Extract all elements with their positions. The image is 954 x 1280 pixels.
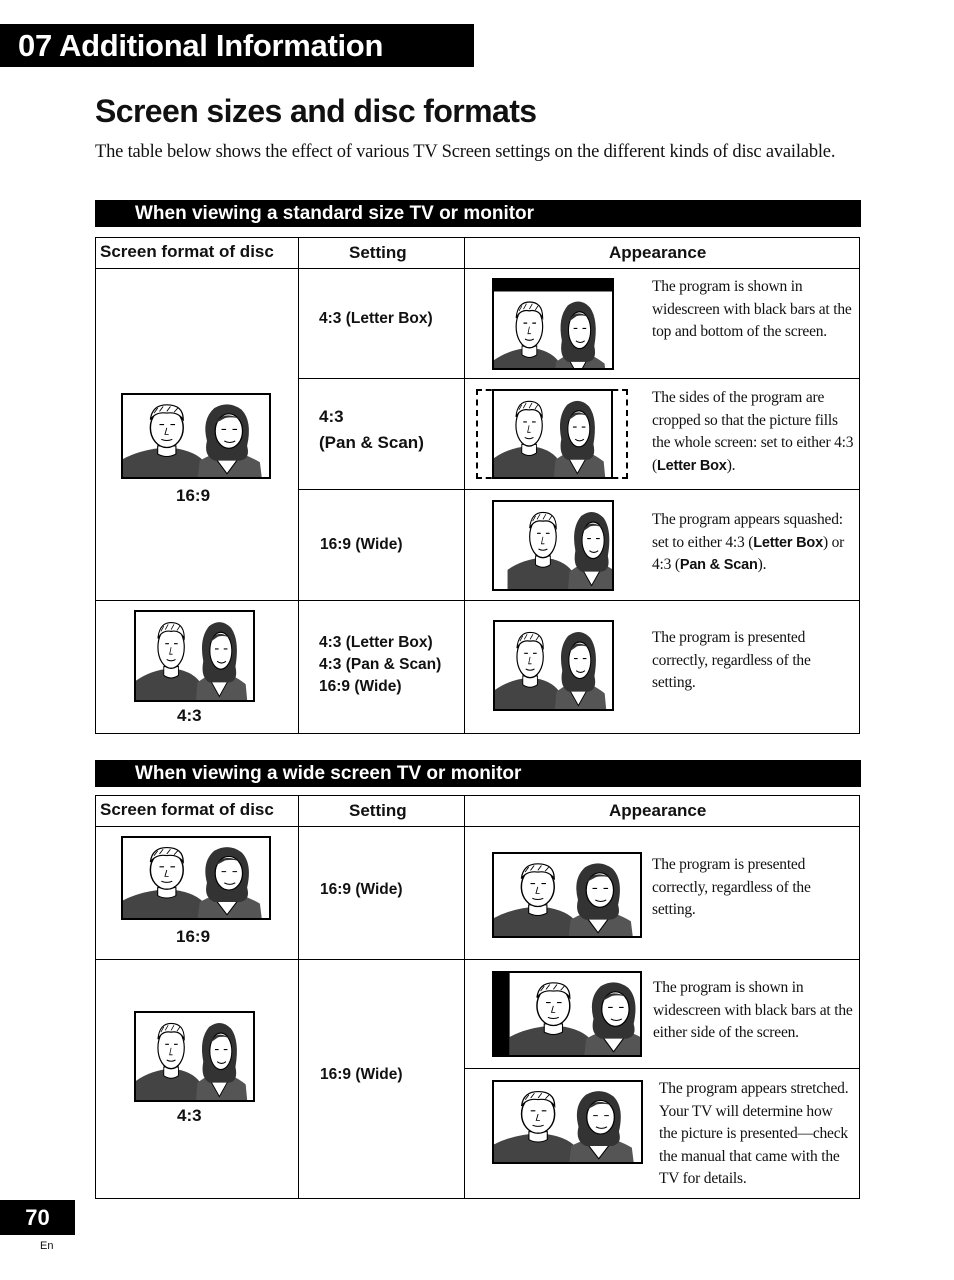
letterbox-image [492,278,614,370]
desc-squashed: The program appears squashed: set to either 4:3 (Letter Box) or 4:3 (Pan & Scan). [652,511,845,573]
correct-wide-image [492,852,642,938]
standard-disc-image [134,610,255,702]
setting-all-line3: 16:9 (Wide) [319,678,402,695]
setting-all-line2: 4:3 (Pan & Scan) [319,656,442,673]
setting-panscan [319,404,424,456]
correct-standard-image [493,620,614,711]
stretched-image [492,1080,643,1164]
page-title: Screen sizes and disc formats [95,93,537,129]
wide-disc-image-2 [121,836,271,920]
setting-wide: 16:9 (Wide) [320,536,403,553]
squashed-image [492,500,614,591]
wide-tv-table [95,795,860,1199]
header-setting: Setting [349,243,407,262]
page-number: 70 [0,1200,75,1235]
setting-letterbox: 4:3 (Letter Box) [319,310,433,327]
header-format-2: Screen format of disc [100,800,274,819]
desc-letterbox: The program is shown in widescreen with black bars at the top and bottom of the screen. [652,278,852,340]
pillarbox-image [492,971,642,1057]
section-wide-tv-title: When viewing a wide screen TV or monitor [95,760,861,787]
language-label: En [40,1240,54,1252]
setting-panscan-line1: 4:3 [319,407,344,426]
desc-pillarbox: The program is shown in widescreen with black bars at the either side of the screen. [653,979,853,1041]
desc-stretched: The program appears stretched. Your TV will determine how the picture is presented—check the manual that came with the TV for details. [659,1080,849,1187]
setting-all [319,632,441,698]
header-format: Screen format of disc [100,242,274,261]
header-appearance-2: Appearance [609,801,707,820]
header-appearance: Appearance [609,243,707,262]
intro-paragraph: The table below shows the effect of various TV Screen settings on the different kinds of disc available. [95,142,836,162]
standard-disc-image-2 [134,1011,255,1102]
desc-correct-standard: The program is presented correctly, regardless of the setting. [652,629,811,691]
desc-panscan: The sides of the program are cropped so that the picture fills the whole screen: set to either 4:3 (Letter Box). [652,389,854,474]
desc-correct-wide: The program is presented correctly, regardless of the setting. [652,856,811,918]
format-label-4-3: 4:3 [177,706,202,725]
header-setting-2: Setting [349,801,407,820]
standard-tv-table [95,237,860,734]
setting-wide-2: 16:9 (Wide) [320,881,403,898]
section-standard-tv-title: When viewing a standard size TV or monitor [95,200,861,227]
setting-panscan-line2: (Pan & Scan) [319,433,424,452]
panscan-image [492,389,613,479]
format-label-16-9: 16:9 [176,486,211,505]
format-label-4-3-2: 4:3 [177,1106,202,1125]
wide-disc-image [121,393,271,479]
setting-wide-3: 16:9 (Wide) [320,1066,403,1083]
setting-all-line1: 4:3 (Letter Box) [319,634,433,651]
format-label-16-9-2: 16:9 [176,927,211,946]
chapter-header: 07 Additional Information [0,24,474,67]
